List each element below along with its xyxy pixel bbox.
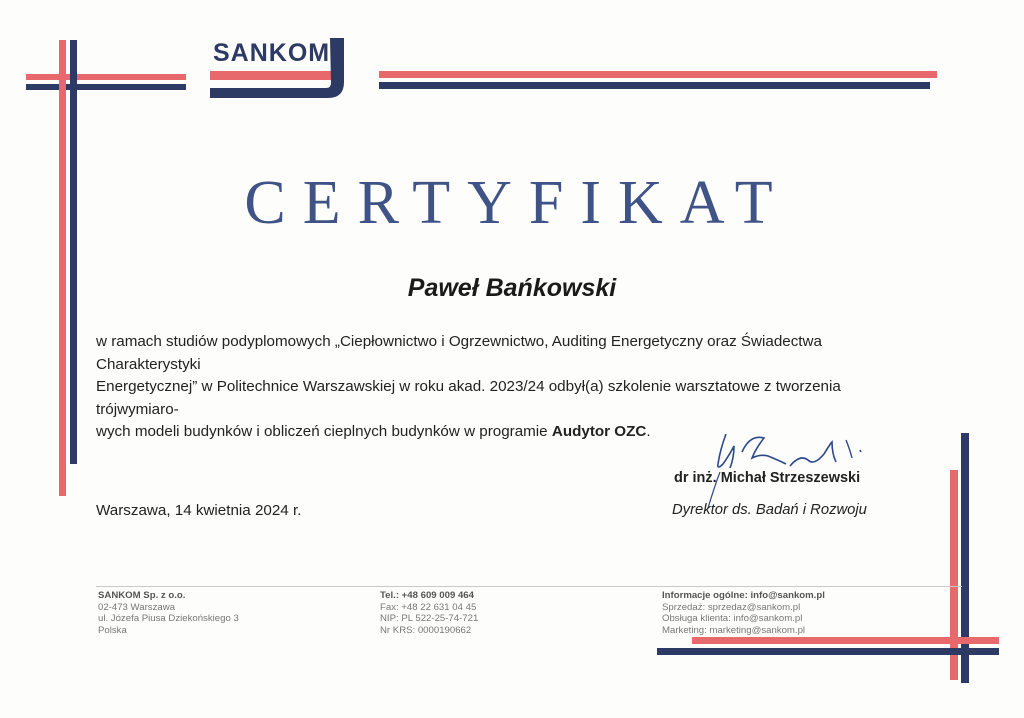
- body-line-1: w ramach studiów podyplomowych „Ciepłownictwo i Ogrzewnictwo, Auditing Energetyczny oraz Świadectwa Charakterystyki: [96, 333, 822, 373]
- recipient-name: Paweł Bańkowski: [407, 274, 617, 302]
- signer-name: dr inż. Michał Strzeszewski: [674, 470, 861, 486]
- frame-bar-top-right-red: [379, 71, 937, 78]
- footer-nip: NIP: PL 522-25-74-721: [380, 613, 479, 624]
- frame-bar-top-right-navy: [379, 82, 930, 89]
- frame-bar-right-navy: [961, 433, 969, 683]
- frame-bar-top-navy: [26, 84, 186, 90]
- footer-info-sales: Sprzedaż: sprzedaz@sankom.pl: [662, 601, 801, 613]
- frame-bar-bottom-navy: [657, 648, 999, 655]
- frame-bar-top-red: [26, 74, 186, 80]
- signer-role: Dyrektor ds. Badań i Rozwoju: [672, 502, 867, 518]
- body-line-2: Energetycznej” w Politechnice Warszawskiej w roku akad. 2023/24 odbył(a) szkolenie warsztatowe z tworzenia trójwymiaro-: [96, 378, 841, 418]
- footer-info-general: Informacje ogólne: info@sankom.pl: [662, 590, 825, 601]
- logo-text: SANKOM: [213, 39, 331, 67]
- footer-contact: [380, 590, 478, 636]
- footer-company: SANKOM Sp. z o.o. 02-473 Warszawa ul. Józefa Piusa Dziekońskiego 3 Polska: [98, 590, 239, 636]
- handwritten-signature: [690, 424, 890, 514]
- frame-bar-bottom-red: [692, 637, 999, 644]
- software-name: Audytor OZC: [551, 423, 647, 440]
- place-date: Warszawa, 14 kwietnia 2024 r.: [96, 502, 302, 519]
- footer-divider: [96, 586, 962, 587]
- certificate-title: CERTYFIKAT: [244, 169, 790, 237]
- frame-bar-left-red: [59, 40, 66, 496]
- footer-company-name: SANKOM Sp. z o.o.: [98, 590, 186, 601]
- footer-info-marketing: Marketing: marketing@sankom.pl: [662, 624, 806, 636]
- frame-bar-left-navy: [70, 40, 77, 464]
- body-line-3: wych modeli budynków i obliczeń cieplnych budynków w programie Audytor OZC.: [96, 423, 651, 440]
- sankom-logo: [210, 38, 352, 100]
- footer-info: [662, 590, 825, 636]
- footer-fax: Fax: +48 22 631 04 45: [380, 601, 477, 613]
- footer-phone: Tel.: +48 609 009 464: [380, 590, 474, 601]
- footer-krs: Nr KRS: 0000190662: [380, 624, 472, 636]
- footer-info-support: Obsługa klienta: info@sankom.pl: [662, 613, 803, 624]
- logo-j-icon: [210, 38, 352, 100]
